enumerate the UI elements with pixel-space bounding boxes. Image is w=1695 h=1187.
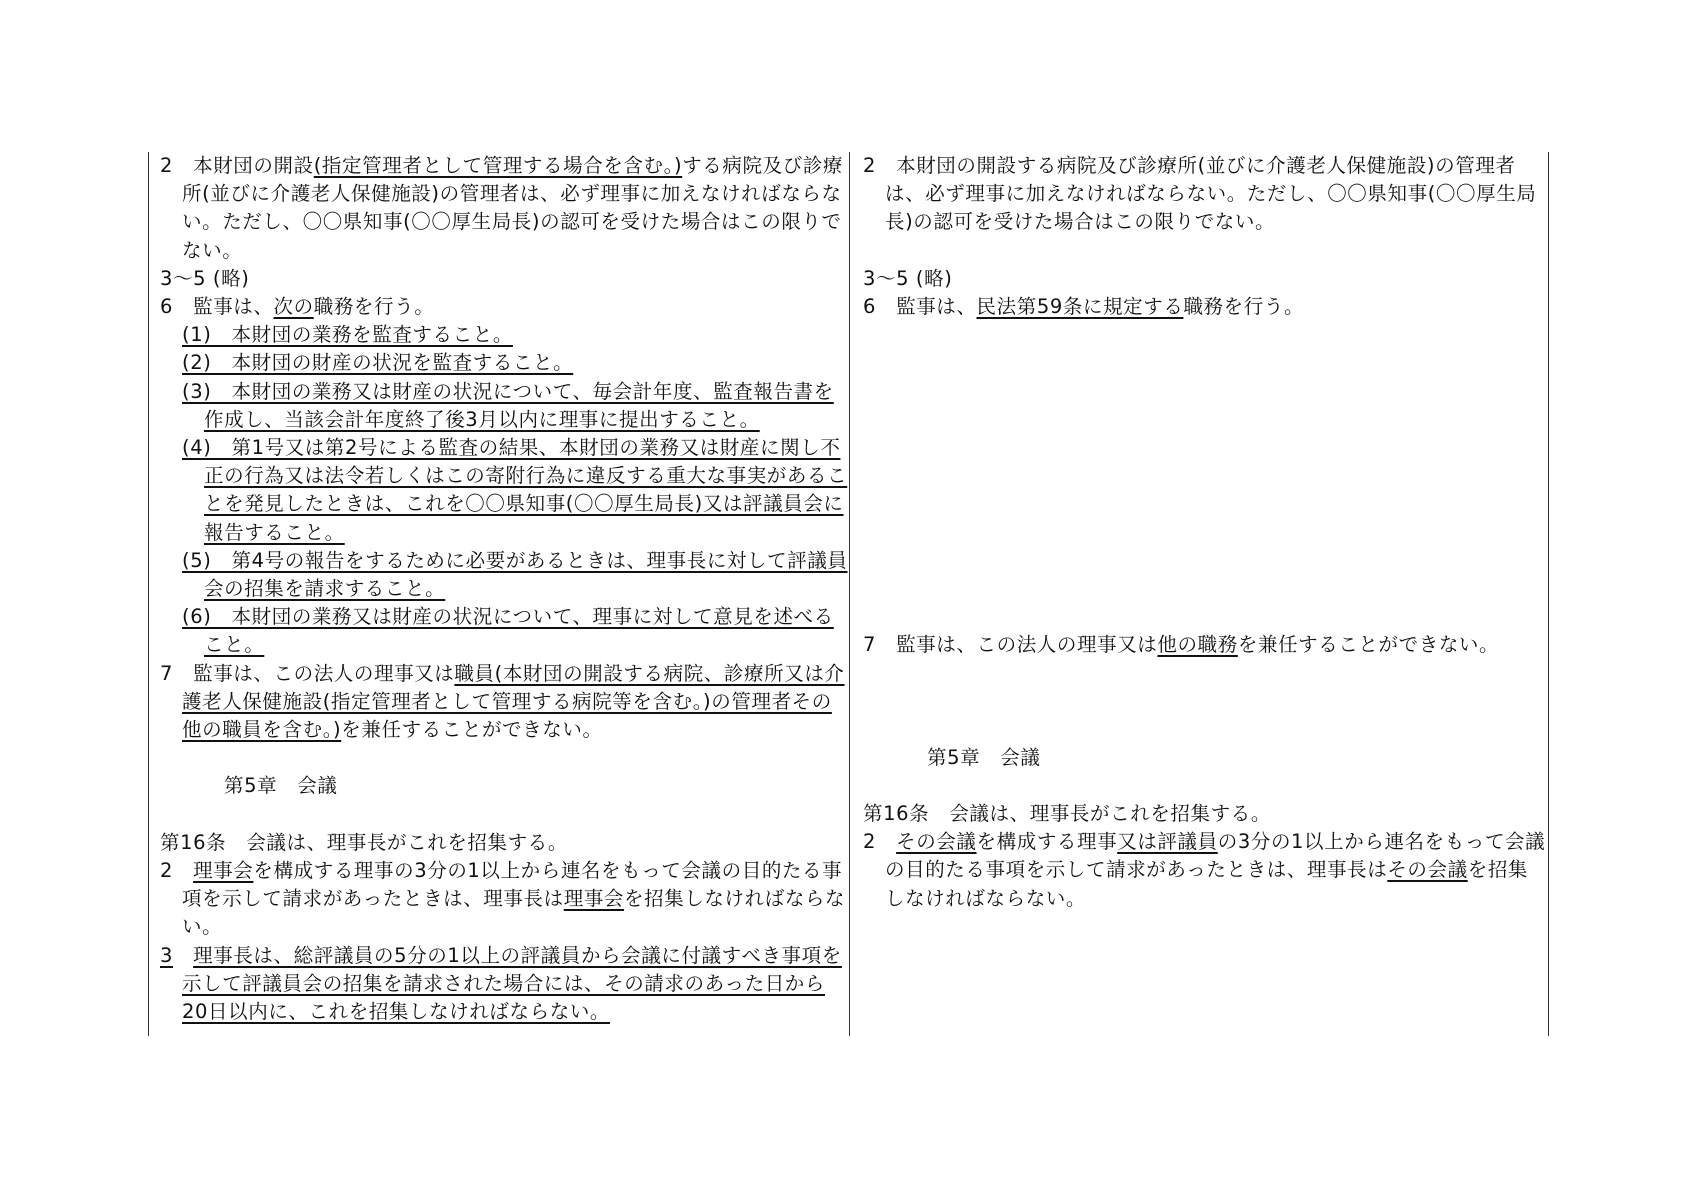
left-chapter-heading: 第5章 会議: [224, 774, 338, 798]
left-article-16-2: 2 理事会を構成する理事の3分の1以上から連名をもって会議の目的たる事項を示して請求があったときは、理事長は理事会を招集しなければならない。: [160, 859, 846, 939]
right-column: [851, 152, 1548, 1036]
left-item-1: (1) 本財団の業務を監査すること。: [182, 323, 513, 347]
table-border-right: [1548, 152, 1549, 1036]
left-item-3: (3) 本財団の業務又は財産の状況について、毎会計年度、監査報告書を作成し、当該会計年度終了後3月以内に理事に提出すること。: [182, 379, 834, 431]
left-column: [150, 152, 850, 1036]
right-article-7: 7 監事は、この法人の理事又は他の職務を兼任することができない。: [863, 633, 1500, 657]
left-item-2: (2) 本財団の財産の状況を監査すること。: [182, 351, 574, 375]
right-chapter-heading: 第5章 会議: [927, 745, 1041, 769]
left-article-6: 6 監事は、次の職務を行う。: [160, 295, 435, 319]
right-article-16-2: 2 その会議を構成する理事又は評議員の3分の1以上から連名をもって会議の目的たる事項を示して請求があったときは、理事長はその会議を招集しなければならない。: [863, 830, 1546, 910]
left-article-2: 2 本財団の開設(指定管理者として管理する場合を含む。)する病院及び診療所(並びに介護老人保健施設)の管理者は、必ず理事に加えなければならない。ただし、〇〇県知事(〇〇厚生局長)の認可を受けた場合はこの限りでない。: [160, 154, 843, 262]
left-item-6: (6) 本財団の業務又は財産の状況について、理事に対して意見を述べること。: [182, 605, 834, 657]
right-article-3-5: 3〜5 (略): [863, 266, 953, 290]
left-item-4: (4) 第1号又は第2号による監査の結果、本財団の業務又は財産に関し不正の行為又は法令若しくはこの寄附行為に違反する重大な事実があることを発見したときは、これを〇〇県知事(〇〇厚生局長)又は評議員会に報告すること。: [182, 436, 848, 544]
comparison-table: [148, 152, 1550, 1036]
left-article-16-3: 3 理事長は、総評議員の5分の1以上の評議員から会議に付議すべき事項を示して評議員会の招集を請求された場合には、その請求のあった日から20日以内に、これを招集しなければならない。: [160, 943, 842, 1024]
table-border-left: [148, 152, 149, 1036]
left-article-7: 7 監事は、この法人の理事又は職員(本財団の開設する病院、診療所又は介護老人保健施設(指定管理者として管理する病院等を含む。)の管理者その他の職員を含む。)を兼任することができない。: [160, 661, 845, 742]
right-article-16: 第16条 会議は、理事長がこれを招集する。: [863, 801, 1271, 825]
left-item-5: (5) 第4号の報告をするために必要があるときは、理事長に対して評議員会の招集を請求すること。: [182, 548, 848, 601]
right-article-6: 6 監事は、民法第59条に規定する職務を行う。: [863, 295, 1305, 318]
left-article-16: 第16条 会議は、理事長がこれを招集する。: [160, 830, 568, 854]
left-article-3-5: 3〜5 (略): [160, 266, 250, 290]
right-article-2: 2 本財団の開設する病院及び診療所(並びに介護老人保健施設)の管理者は、必ず理事に加えなければならない。ただし、〇〇県知事(〇〇厚生局長)の認可を受けた場合はこの限りでない。: [863, 154, 1537, 234]
